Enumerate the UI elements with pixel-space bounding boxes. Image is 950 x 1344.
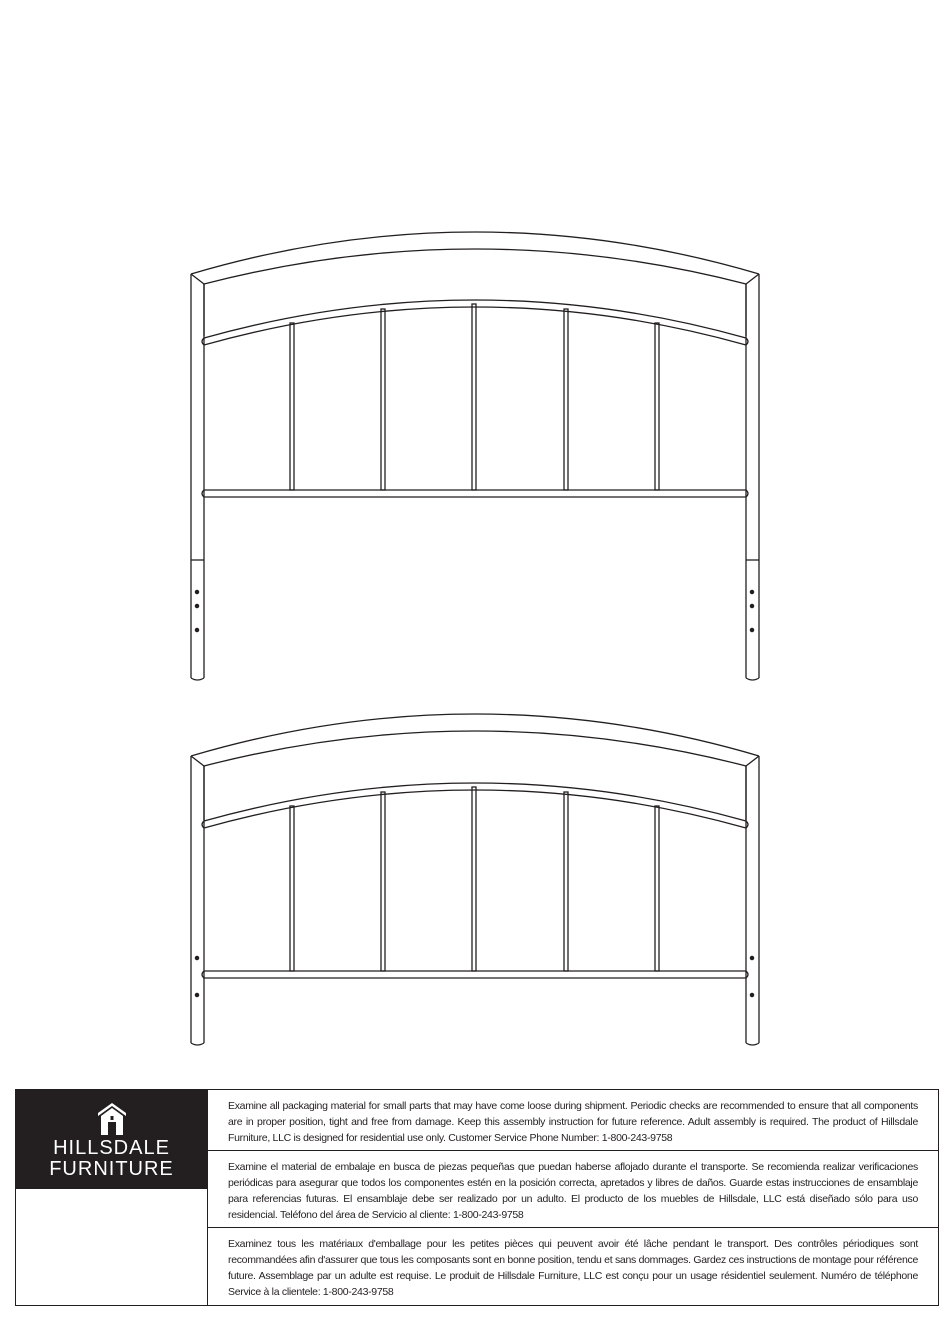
brand-blank-area <box>16 1189 207 1305</box>
brand-name-line1: HILLSDALE <box>53 1137 170 1159</box>
headboard-drawing-2 <box>191 714 759 1045</box>
notice-english: Examine all packaging material for small parts that may have come loose during shipment. Periodic checks are recommended to ensure that all components are in proper position, tight and free from damage. Keep this assembly instruction for future reference. Adult assembly is required. The product of Hillsdale Furniture, LLC is designed for residential use only. Customer Service Phone Number: 1-800-243-9758 <box>228 1100 918 1144</box>
notice-text-column <box>208 1090 938 1305</box>
house-icon <box>97 1102 127 1136</box>
notice-panel <box>15 1089 939 1306</box>
brand-logo <box>16 1090 207 1189</box>
notice-french: Examinez tous les matériaux d'emballage pour les petites pièces qui peuvent avoir été lâche pendant le transport. Des contrôles périodiques sont recommandées afin d'assurer que tous les composants sont en bonne position, tendu et sans dommages. Gardez ces instructions de montage pour référence future. Assemblage par un adulte est requise. Le produit de Hillsdale Furniture, LLC est conçu pour un usage résidentiel seulement. Numéro de téléphone Service à la clientele: 1-800-243-9758 <box>208 1227 938 1306</box>
headboard-drawing-1 <box>191 232 759 680</box>
brand-name-line2: FURNITURE <box>49 1158 174 1180</box>
notice-spanish: Examine el material de embalaje en busca de piezas pequeñas que puedan haberse aflojado durante el transporte. Se recomienda realizar verificaciones periódicas para asegurar que todos los componentes estén en la posición correcta, apretados y libres de daños. Guarde estas instrucciones de ensamblaje para referencias futuras. El ensamblaje debe ser realizado por un adulto. El producto de los muebles de Hillsdale, LLC está diseñado sólo para uso residencial. Teléfono del área de Servicio al cliente: 1-800-243-9758 <box>208 1150 938 1227</box>
brand-column <box>16 1090 208 1305</box>
